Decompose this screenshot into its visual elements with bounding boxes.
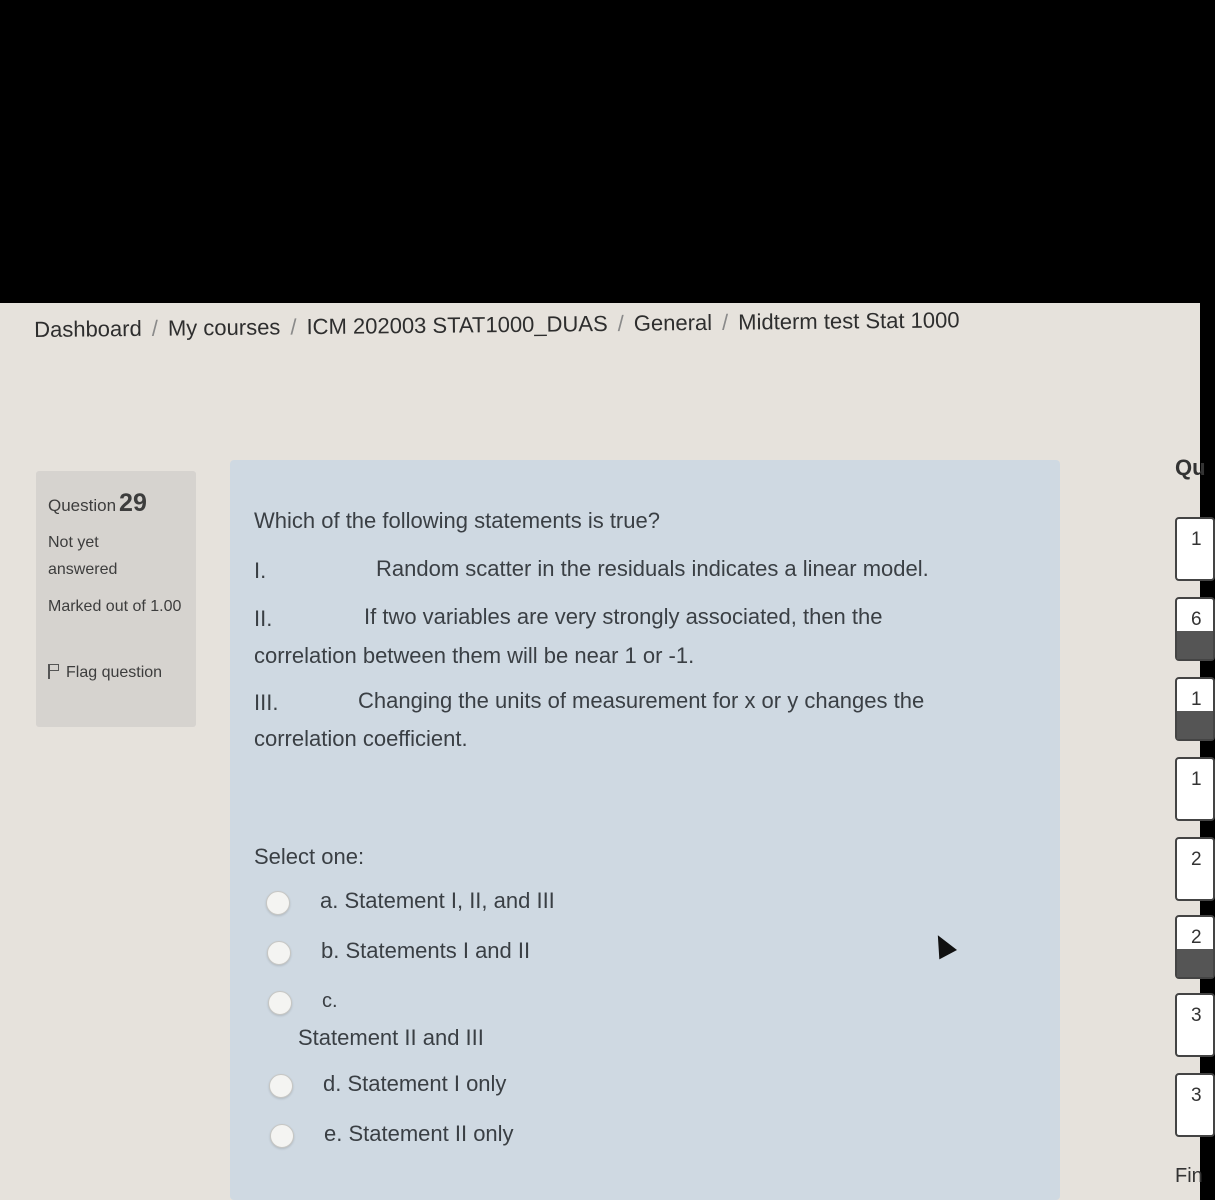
question-text: Which of the following statements is true? <box>254 508 660 533</box>
nav-question-button[interactable]: 3 <box>1175 1073 1215 1137</box>
breadcrumb-midterm[interactable]: Midterm test Stat 1000 <box>738 307 960 335</box>
breadcrumb: Dashboard / My courses / ICM 202003 STAT1000_DUAS / General / Midterm test Stat 1000 <box>34 307 960 342</box>
nav-question-button[interactable]: 6 <box>1175 597 1215 661</box>
statement-number: I. <box>254 558 267 583</box>
statement-number: II. <box>254 606 273 631</box>
question-grade: Marked out of 1.00 <box>48 598 182 615</box>
option-e-label[interactable]: e. Statement II only <box>324 1121 514 1146</box>
nav-question-button[interactable]: 1 <box>1175 517 1215 581</box>
flag-question-link[interactable]: Flag question <box>48 659 168 687</box>
breadcrumb-my-courses[interactable]: My courses <box>167 314 281 341</box>
nav-question-button[interactable]: 3 <box>1175 993 1215 1057</box>
browser-screen <box>0 303 1206 1200</box>
option-a-radio[interactable] <box>266 891 290 915</box>
statement-continuation: correlation coefficient. <box>254 726 468 751</box>
breadcrumb-general[interactable]: General <box>633 309 713 336</box>
camera-black-border <box>0 0 1200 303</box>
statement-continuation: correlation between them will be near 1 or -1. <box>254 643 695 668</box>
nav-question-button[interactable]: 2 <box>1175 915 1215 979</box>
finish-attempt-link[interactable]: Fin <box>1175 1165 1203 1187</box>
question-info-box <box>36 471 196 727</box>
option-c-label[interactable]: Statement II and III <box>298 1025 484 1050</box>
option-b-label[interactable]: b. Statements I and II <box>321 938 531 963</box>
select-one-prompt: Select one: <box>254 844 365 869</box>
statement-text: Changing the units of measurement for x or y changes the <box>358 688 925 713</box>
nav-question-button[interactable]: 1 <box>1175 677 1215 741</box>
statement-number: III. <box>254 690 279 715</box>
option-d-label[interactable]: d. Statement I only <box>323 1071 507 1096</box>
nav-question-button[interactable]: 2 <box>1175 837 1215 901</box>
question-content-box <box>230 460 1060 1200</box>
question-state: Not yet answered <box>48 534 118 578</box>
option-b-radio[interactable] <box>267 941 291 965</box>
option-d-radio[interactable] <box>269 1074 293 1098</box>
quiz-navigation-title: Qu <box>1175 455 1206 480</box>
nav-question-button[interactable]: 1 <box>1175 757 1215 821</box>
option-a-label[interactable]: a. Statement I, II, and III <box>320 888 555 913</box>
breadcrumb-course[interactable]: ICM 202003 STAT1000_DUAS <box>306 310 608 340</box>
question-number: Question 29 <box>48 489 147 517</box>
option-e-radio[interactable] <box>270 1124 294 1148</box>
statement-text: If two variables are very strongly associated, then the <box>364 604 883 629</box>
option-c-radio[interactable] <box>268 991 292 1015</box>
flag-icon <box>48 664 60 678</box>
option-c-letter[interactable]: c. <box>322 990 338 1012</box>
breadcrumb-dashboard[interactable]: Dashboard <box>34 315 142 342</box>
statement-text: Random scatter in the residuals indicates a linear model. <box>376 556 929 581</box>
